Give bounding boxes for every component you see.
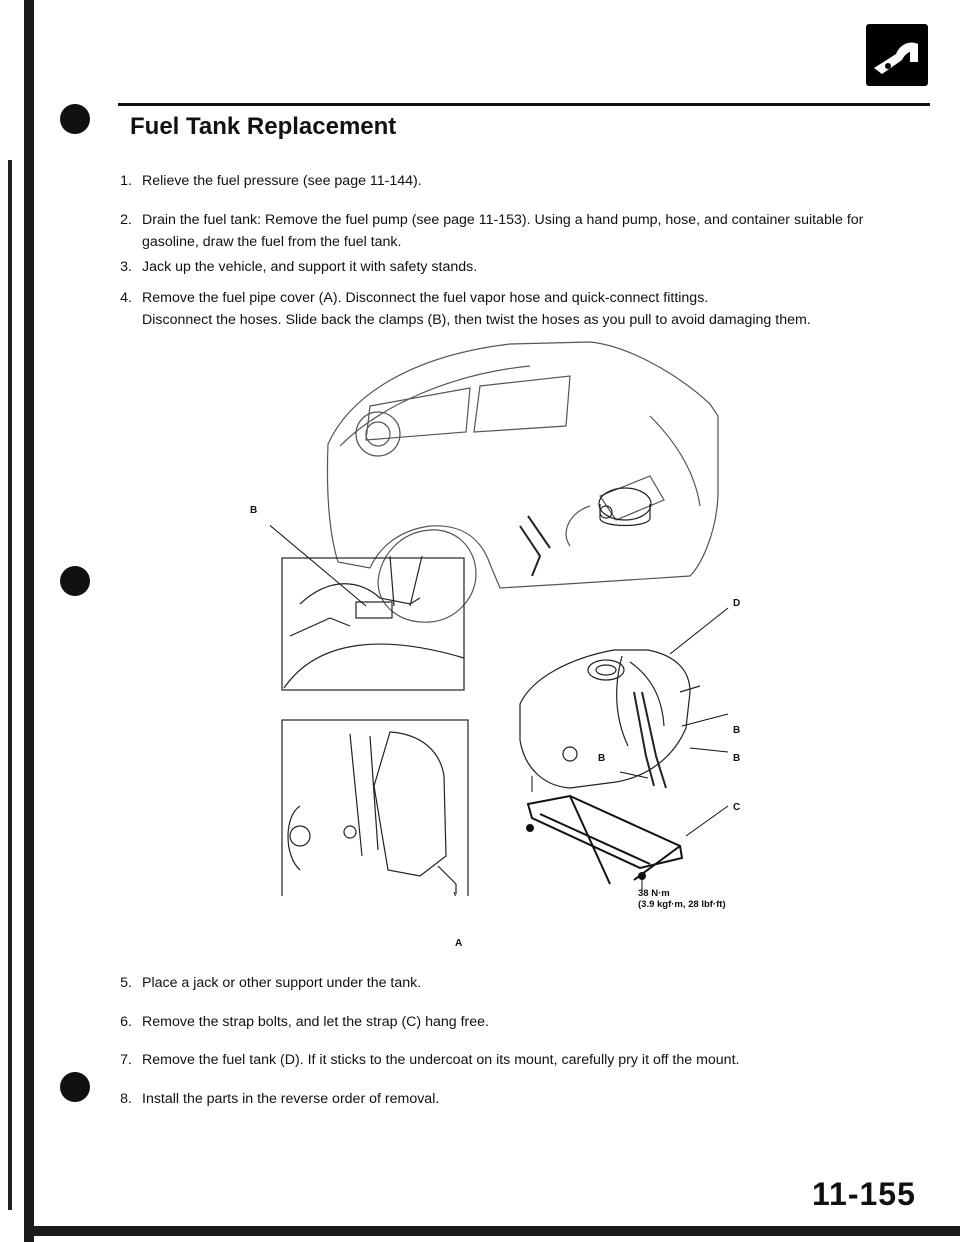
step-text: Install the parts in the reverse order of removal.	[142, 1091, 440, 1107]
step-text: Remove the strap bolts, and let the strap (C) hang free.	[142, 1014, 489, 1030]
page-title: Fuel Tank Replacement	[130, 113, 397, 140]
callout-b: B	[733, 725, 741, 736]
step-text: Jack up the vehicle, and support it with safety stands.	[142, 259, 478, 275]
callout-c: C	[733, 802, 741, 813]
page-margin-bar	[24, 0, 34, 1242]
tank-strap-sketch	[527, 796, 682, 884]
step-number: 7.	[120, 1052, 132, 1068]
footer-rule	[24, 1226, 960, 1236]
step-number: 6.	[120, 1014, 132, 1030]
step-text: gasoline, draw the fuel from the fuel tank.	[142, 234, 402, 250]
step-number: 5.	[120, 975, 132, 991]
callout-d: D	[733, 598, 741, 609]
torque-spec	[638, 888, 726, 910]
binder-hole	[60, 566, 90, 596]
step-text: Relieve the fuel pressure (see page 11-144).	[142, 173, 422, 189]
detail-inset-pipe-cover	[282, 720, 468, 896]
step-text: Disconnect the hoses. Slide back the clamps (B), then twist the hoses as you pull to avoid damaging them.	[142, 312, 811, 328]
car-body-sketch	[327, 342, 718, 622]
step-text: Drain the fuel tank: Remove the fuel pump (see page 11-153). Using a hand pump, hose, and container suitable for	[142, 212, 864, 228]
callout-b: B	[733, 753, 741, 764]
callout-a: A	[455, 938, 463, 949]
step-number: 4.	[120, 290, 132, 306]
left-margin-line	[8, 160, 12, 1210]
header-rule	[118, 103, 930, 106]
torque-value: 38 N·m	[638, 888, 670, 899]
detail-inset-clamp	[282, 556, 464, 690]
callout-b: B	[598, 753, 606, 764]
step-text: Place a jack or other support under the tank.	[142, 975, 422, 991]
step-number: 2.	[120, 212, 132, 228]
step-number: 8.	[120, 1091, 132, 1107]
fuel-nozzle-icon	[866, 24, 928, 86]
step-number: 1.	[120, 173, 132, 189]
callout-b: B	[250, 505, 258, 516]
fuel-tank-sketch	[520, 650, 700, 788]
step-number: 3.	[120, 259, 132, 275]
binder-hole	[60, 1072, 90, 1102]
step-text: Remove the fuel tank (D). If it sticks to the undercoat on its mount, carefully pry it off the mount.	[142, 1052, 740, 1068]
page-number: 11-155	[812, 1176, 916, 1212]
torque-conversion: (3.9 kgf·m, 28 lbf·ft)	[638, 899, 726, 910]
binder-hole	[60, 104, 90, 134]
leader-lines	[270, 512, 728, 896]
fuel-tank-diagram	[270, 336, 740, 896]
step-text: Remove the fuel pipe cover (A). Disconnect the fuel vapor hose and quick-connect fittings.	[142, 290, 709, 306]
